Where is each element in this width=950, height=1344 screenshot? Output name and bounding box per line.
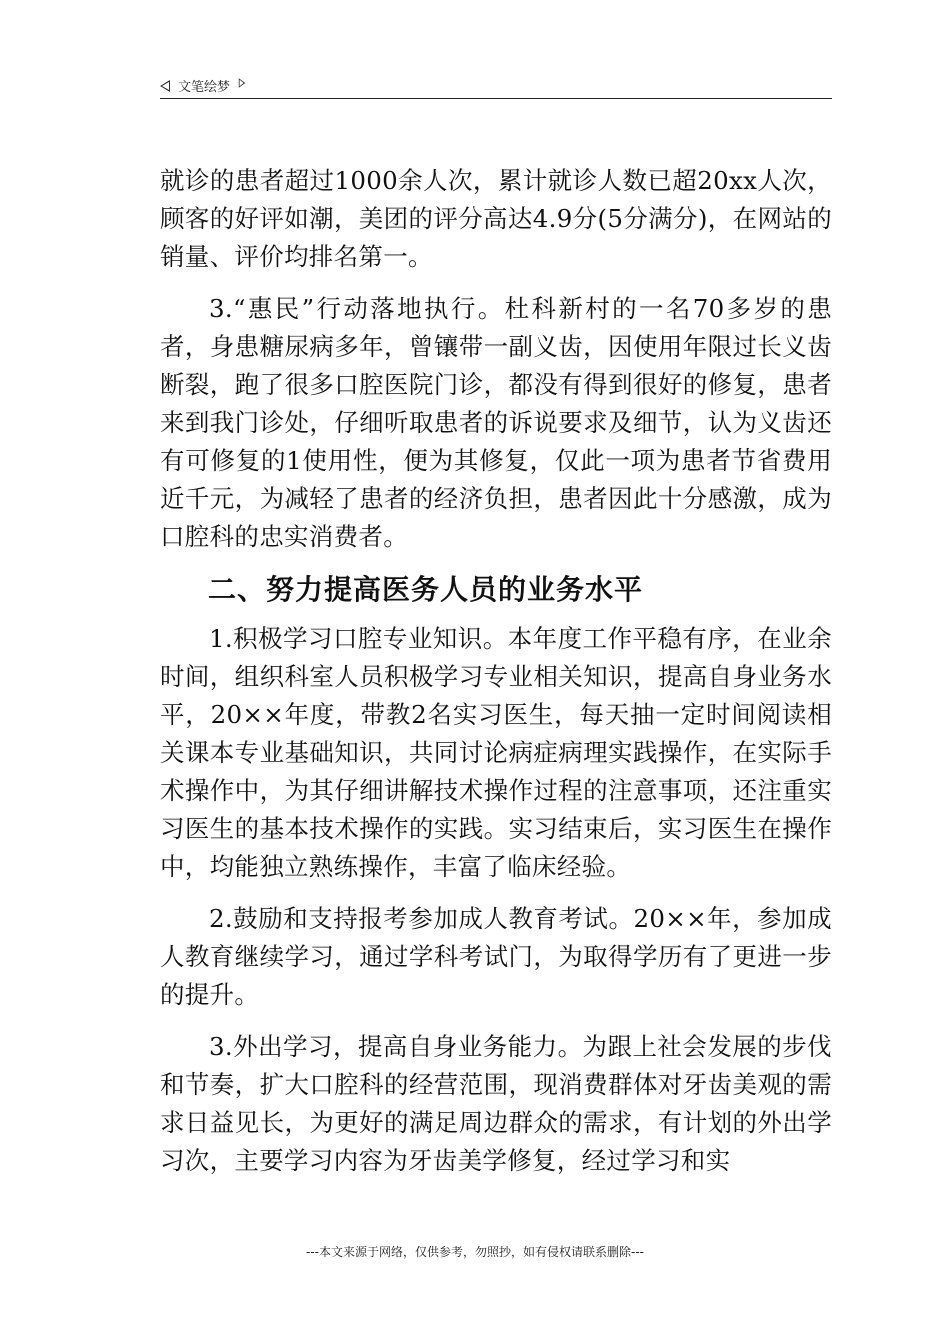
paragraph-study: 1.积极学习口腔专业知识。本年度工作平稳有序，在业余时间，组织科室人员积极学习专业相关知识，提高自身业务水平，20××年度，带教2名实习医生，每天抽一定时间阅读相关课本专业基础知识，共同讨论病症病理实践操作，在实际手术操作中，为其仔细讲解技术操作过程的注意事项，还注重实习医生的基本技术操作的实践。实习结束后，实习医生在操作中，均能独立熟练操作，丰富了临床经验。 (160, 624, 832, 881)
page-header (160, 72, 832, 99)
paragraph-huimin: 3.“惠民”行动落地执行。杜科新村的一名70多岁的患者，身患糖尿病多年，曾镶带一副义齿，因使用年限过长义齿断裂，跑了很多口腔医院门诊，都没有得到很好的修复，患者来到我门诊处，仔细听取患者的诉说要求及细节，认为义齿还有可修复的1使用性，便为其修复，仅此一项为患者节省费用近千元，为减轻了患者的经济负担，患者因此十分感激，成为口腔科的忠实消费者。 (160, 294, 832, 551)
paragraph-continued: 就诊的患者超过1000余人次，累计就诊人数已超20xx人次，顾客的好评如潮，美团的评分高达4.9分(5分满分)，在网站的销量、评价均排名第一。 (160, 166, 832, 271)
paragraph-external-study: 3.外出学习，提高自身业务能力。为跟上社会发展的步伐和节奏，扩大口腔科的经营范围，现消费群体对牙齿美观的需求日益见长，为更好的满足周边群众的需求，有计划的外出学习次，主要学习内容为牙齿美学修复，经过学习和实 (160, 1032, 832, 1175)
document-body (160, 162, 832, 1194)
triangle-left-icon (160, 80, 170, 92)
section-heading: 二、努力提高医务人员的业务水平 (208, 573, 644, 606)
header-brand-group (160, 76, 246, 95)
header-brand: 文笔绘梦 (178, 80, 231, 95)
triangle-right-icon (239, 78, 245, 88)
page-footer-note: ---本文来源于网络，仅供参考，勿照抄，如有侵权请联系删除--- (306, 1245, 644, 1259)
paragraph-education: 2.鼓励和支持报考参加成人教育考试。20××年，参加成人教育继续学习，通过学科考试门，为取得学历有了更进一步的提升。 (160, 904, 832, 1009)
